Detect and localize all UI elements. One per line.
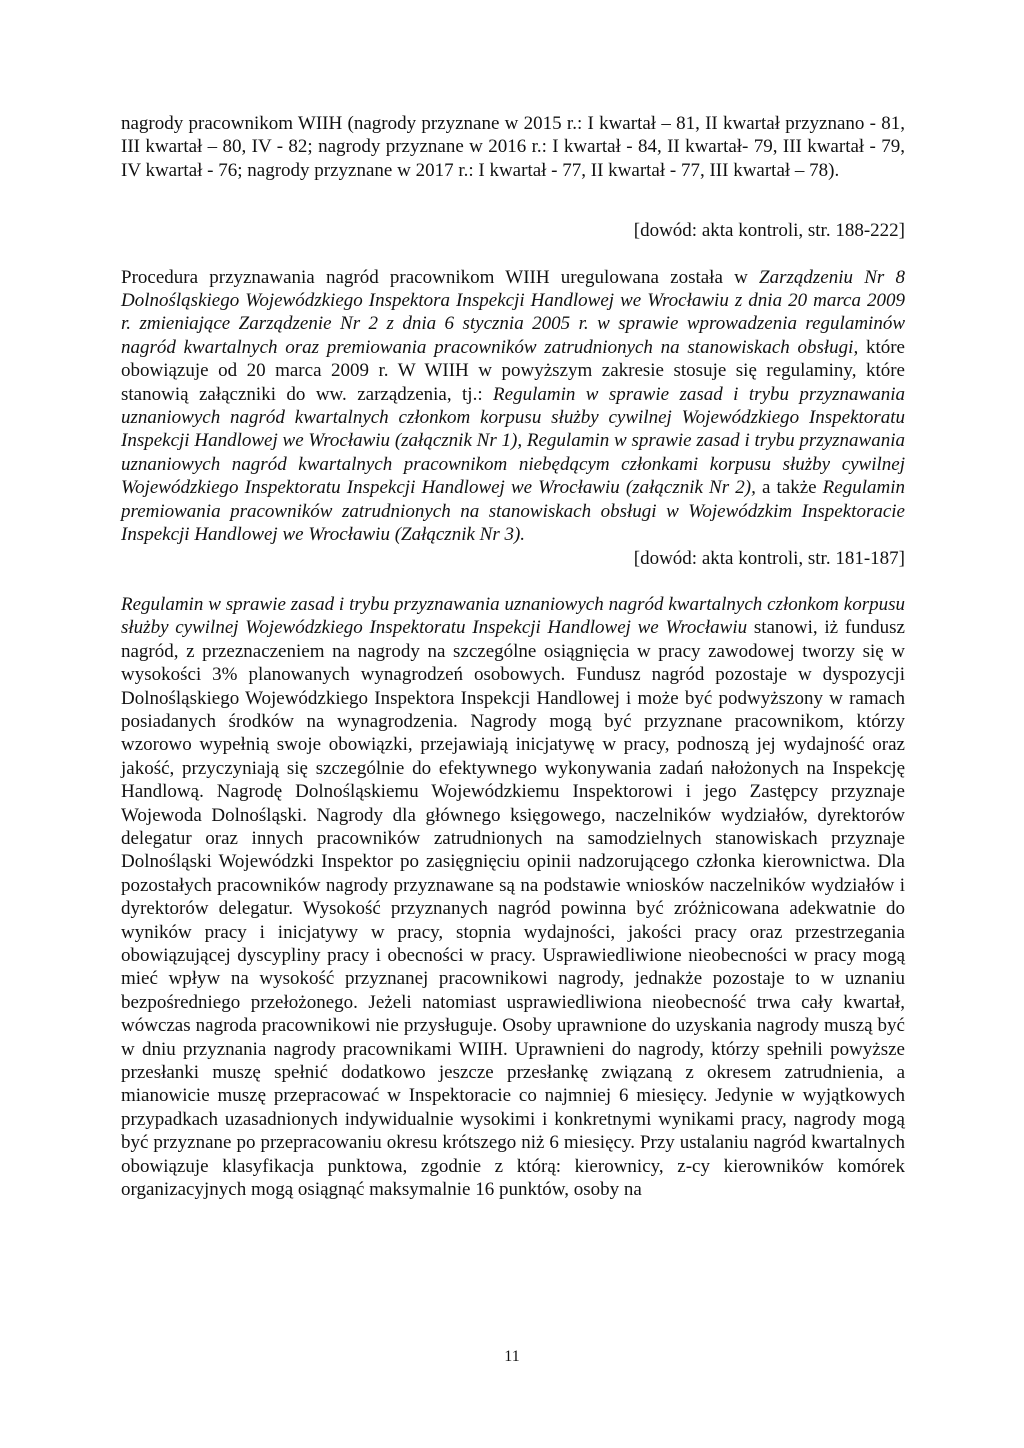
evidence-reference-2: [dowód: akta kontroli, str. 181-187] xyxy=(633,547,905,569)
regulations-attachments-1-2: Regulamin w sprawie zasad i trybu przyznawania uznaniowych nagród kwartalnych członkom korpusu służby cywilnej Wojewódzkiego Inspektoratu Inspekcji Handlowej we Wrocławiu (załącznik Nr 1), Regulamin w sprawie zasad i trybu przyznawania uznaniowych nagród kwartalnych pracownikom niebędącym członkami korpusu służby cywilnej Wojewódzkiego Inspektoratu Inspekcji Handlowej we Wrocławiu (załącznik Nr 2), xyxy=(121,383,905,499)
page-number: 11 xyxy=(504,1348,520,1365)
paragraph-award-procedure xyxy=(121,266,905,547)
regulation-title: Regulamin w sprawie zasad i trybu przyznawania uznaniowych nagród kwartalnych członkom korpusu służby cywilnej Wojewódzkiego Inspektoratu Inspekcji Handlowej we Wrocławiu xyxy=(121,593,905,639)
document-page xyxy=(121,112,905,1201)
procedure-intro-text: Procedura przyznawania nagród pracownikom WIIH uregulowana została w xyxy=(121,266,760,288)
regulation-details-text: stanowi, iż fundusz nagród, z przeznaczeniem na nagrody na szczególne osiągnięcia w pracy zawodowej tworzy się w wysokości 3% planowanych wynagrodzeń osobowych. Fundusz nagród pozostaje w dyspozycji Dolnośląskiego Wojewódzkiego Inspektora Inspekcji Handlowej i może być podwyższony w ramach posiadanych środków na wynagrodzenia. Nagrody mogą być przyznane pracownikom, którzy wzorowo wypełnią swoje obowiązki, przejawiają inicjatywę w pracy, podnoszą jej wydajność oraz jakość, przyczyniają się szczególnie do efektywnego wykonywania zadań nałożonych na Inspekcję Handlową. Nagrodę Dolnośląskiemu Wojewódzkiemu Inspektorowi i jego Zastępcy przyznaje Wojewoda Dolnośląski. Nagrody dla głównego księgowego, naczelników wydziałów, dyrektorów delegatur oraz innych pracowników zatrudnionych na samodzielnych stanowiskach przyznaje Dolnośląski Wojewódzki Inspektor po zasięgnięciu opinii nadzorującego członka kierownictwa. Dla pozostałych pracowników nagrody przyznawane są na podstawie wniosków naczelników wydziałów i dyrektorów delegatur. Wysokość przyznanych nagród powinna być zróżnicowana adekwatnie do wyników pracy i inicjatywy w pracy, stopnia wydajności, jakości pracy oraz przestrzegania obowiązującej dyscypliny pracy i obecności w pracy. Usprawiedliwione nieobecności w pracy mogą mieć wpływ na wysokość przyznanej pracownikowi nagrody, jednakże pozostaje to w uznaniu bezpośredniego przełożonego. Jeżeli natomiast usprawiedliwiona nieobecność trwa cały kwartał, wówczas nagroda pracownikowi nie przysługuje. Osoby uprawnione do uzyskania nagrody muszą być w dniu przyznania nagrody pracownikami WIIH. Uprawnieni do nagrody, którzy spełnili powyższe przesłanki muszę spełnić dodatkowo jeszcze przesłankę związaną z okresem zatrudnienia, a mianowicie muszę przepracować w Inspektoracie co najmniej 6 miesięcy. Jedynie w wyjątkowych przypadkach uzasadnionych indywidualnie wysokimi i konkretnymi wynikami pracy, nagrody mogą być przyznane po przepracowaniu okresu krótszego niż 6 miesięcy. Przy ustalaniu nagród kwartalnych obowiązuje klasyfikacja punktowa, zgodnie z którą: kierownicy, z-cy kierowników komórek organizacyjnych mogą osiągnąć maksymalnie 16 punktów, osoby na xyxy=(121,617,905,1201)
procedure-connector-text: a także xyxy=(755,477,823,499)
paragraph-awards-counts: nagrody pracownikom WIIH (nagrody przyznane w 2015 r.: I kwartał – 81, II kwartał przyznano - 81, III kwartał – 80, IV - 82; nagrody przyznane w 2016 r.: I kwartał - 84, II kwartał- 79, III kwartał - 79, IV kwartał - 76; nagrody przyznane w 2017 r.: I kwartał - 77, II kwartał - 77, III kwartał – 78). xyxy=(121,113,905,181)
ordinance-title: Zarządzeniu Nr 8 Dolnośląskiego Wojewódzkiego Inspektora Inspekcji Handlowej we Wrocławiu z dnia 20 marca 2009 r. zmieniające Zarządzenie Nr 2 z dnia 6 stycznia 2005 r. w sprawie wprowadzenia regulaminów nagród kwartalnych oraz premiowania pracowników zatrudnionych na stanowiskach obsługi, xyxy=(121,266,906,358)
procedure-middle-text: które obowiązuje od 20 marca 2009 r. W WIIH w powyższym zakresie stosuje się regulaminy, które stanowią załączniki do ww. zarządzenia, tj.: xyxy=(121,336,905,405)
evidence-reference-1: [dowód: akta kontroli, str. 188-222] xyxy=(633,220,905,242)
paragraph-regulation-details xyxy=(121,593,905,1202)
regulation-attachment-3: Regulamin premiowania pracowników zatrudnionych na stanowiskach obsługi w Wojewódzkim Inspektoracie Inspekcji Handlowej we Wrocławiu (Załącznik Nr 3). xyxy=(121,477,905,546)
